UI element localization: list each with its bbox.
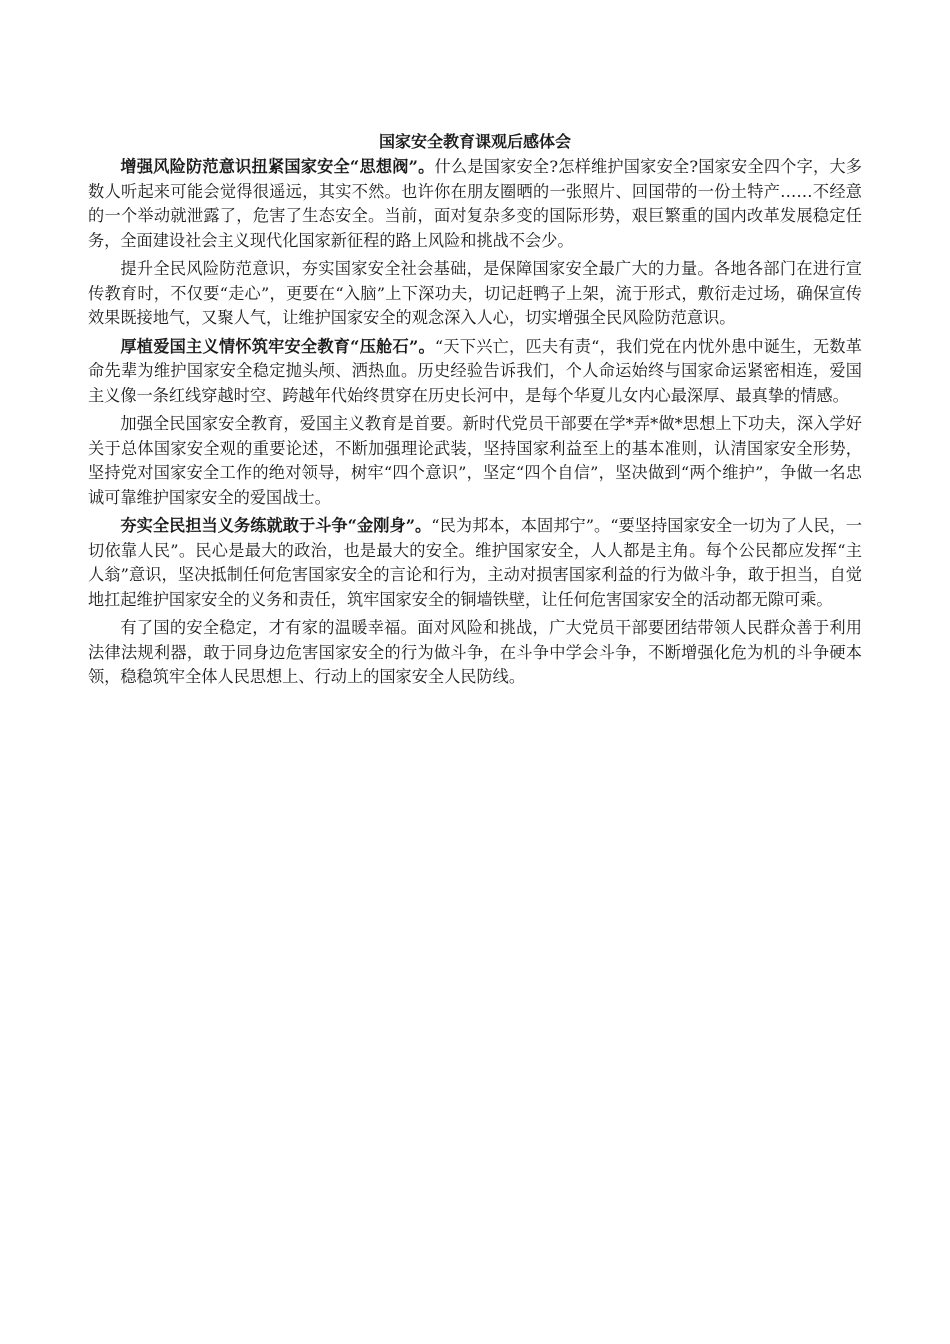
paragraph-1-body: 什么是国家安全?怎样维护国家安全?国家安全四个字，大多数人听起来可能会觉得很遥远，其实不然。也许你在朋友圈晒的一张照片、回国带的一份土特产……不经意的一个举动就泄露了，危害了生态安全。当前，面对复杂多变的国际形势，艰巨繁重的国内改革发展稳定任务，全面建设社会主义现代化国家新征程的路上风险和挑战不会少。 xyxy=(88,157,862,250)
paragraph-4-body: 加强全民国家安全教育，爱国主义教育是首要。新时代党员干部要在学*弄*做*思想上下功夫，深入学好关于总体国家安全观的重要论述，不断加强理论武装，坚持国家利益至上的基本准则，认清国家安全形势，坚持党对国家安全工作的绝对领导，树牢“四个意识”，坚定“四个自信”，坚决做到“两个维护”，争做一名忠诚可靠维护国家安全的爱国战士。 xyxy=(88,414,862,507)
paragraph-5-heading: 夯实全民担当义务练就敢于斗争“金刚身”。 xyxy=(120,516,432,535)
paragraph-1 xyxy=(88,155,862,253)
paragraph-6-body: 有了国的安全稳定，才有家的温暖幸福。面对风险和挑战，广大党员干部要团结带领人民群众善于利用法律法规利器，敢于同身边危害国家安全的行为做斗争，在斗争中学会斗争，不断增强化危为机的斗争硬本领，稳稳筑牢全体人民思想上、行动上的国家安全人民防线。 xyxy=(88,618,862,686)
paragraph-3-heading: 厚植爱国主义情怀筑牢安全教育“压舱石”。 xyxy=(120,336,435,356)
paragraph-5 xyxy=(88,514,862,612)
paragraph-3-body: “天下兴亡，匹夫有责“，我们党在内忧外患中诞生，无数革命先辈为维护国家安全稳定抛头颅、洒热血。历史经验告诉我们，个人命运始终与国家命运紧密相连，爱国主义像一条红线穿越时空、跨越年代始终贯穿在历史长河中，是每个华夏儿女内心最深厚、最真挚的情感。 xyxy=(88,336,862,405)
paragraph-2 xyxy=(88,257,862,331)
paragraph-1-heading: 增强风险防范意识扭紧国家安全“思想阀”。 xyxy=(120,157,435,176)
paragraph-5-body: “民为邦本，本固邦宁”。“要坚持国家安全一切为了人民，一切依靠人民”。民心是最大的政治，也是最大的安全。维护国家安全，人人都是主角。每个公民都应发挥“主人翁”意识，坚决抵制任何危害国家安全的言论和行为，主动对损害国家利益的行为做斗争，敢于担当，自觉地扛起维护国家安全的义务和责任，筑牢国家安全的铜墙铁壁，让任何危害国家安全的活动都无隙可乘。 xyxy=(88,516,862,609)
paragraph-4 xyxy=(88,412,862,510)
document-page xyxy=(88,130,862,694)
paragraph-6 xyxy=(88,616,862,690)
paragraph-2-body: 提升全民风险防范意识，夯实国家安全社会基础，是保障国家安全最广大的力量。各地各部门在进行宣传教育时，不仅要“走心”，更要在“入脑”上下深功夫，切记赶鸭子上架，流于形式，敷衍走过场，确保宣传效果既接地气，又聚人气，让维护国家安全的观念深入人心，切实增强全民风险防范意识。 xyxy=(88,259,862,327)
paragraph-3 xyxy=(88,335,862,409)
document-title: 国家安全教育课观后感体会 xyxy=(378,132,571,151)
